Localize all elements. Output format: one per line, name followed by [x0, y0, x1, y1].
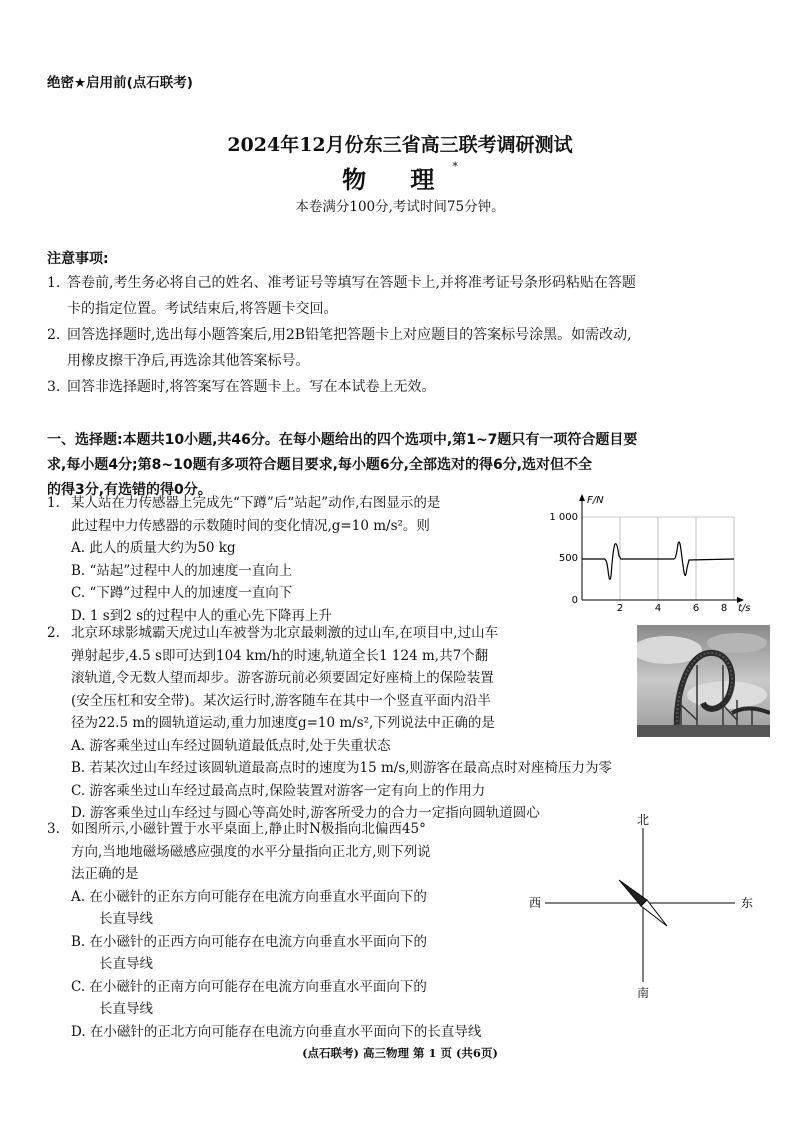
- option-b[interactable]: B. “站起”过程中人的加速度一直向上: [71, 562, 293, 579]
- question-stem-line: 法正确的是: [71, 866, 139, 882]
- question-stem-line: 如图所示,小磁针置于水平桌面上,静止时N极指向北偏西45°: [71, 821, 426, 837]
- option-a[interactable]: A. 游客乘坐过山车经过圆轨道最低点时,处于失重状态: [71, 737, 391, 754]
- page-footer: (点石联考) 高三物理 第 1 页 (共6页): [302, 1046, 498, 1060]
- option-line: B. 在小磁针的正西方向可能存在电流方向垂直水平面向下的: [71, 933, 428, 950]
- option-a[interactable]: A. 此人的质量大约为50 kg: [71, 540, 236, 556]
- option-c[interactable]: C. 游客乘坐过山车经过最高点时,保险装置对游客一定有向上的作用力: [71, 782, 486, 799]
- compass-diagram: [525, 810, 775, 1000]
- option-b[interactable]: [71, 931, 481, 976]
- exam-title: 2024年12月份东三省高三联考调研测试: [227, 134, 573, 156]
- option-line: 长直导线: [99, 956, 153, 972]
- x-tick-2: 2: [616, 603, 624, 614]
- note-number: 1.: [47, 275, 61, 291]
- y-tick-1000: 1 000: [549, 512, 578, 523]
- note-item-3: [47, 374, 767, 400]
- section-line: 一、选择题:本题共10小题,共46分。在每小题给出的四个选项中,第1~7题只有一项符合题目要: [47, 432, 638, 448]
- section-line: 的得3分,有选错的得0分。: [47, 482, 212, 498]
- needle-south-end: [641, 900, 667, 926]
- note-line: 答卷前,考生务必将自己的姓名、准考证号等填写在答题卡上,并将准考证号条形码粘贴在答题: [67, 275, 636, 291]
- y-tick-0: 0: [571, 595, 578, 606]
- question-2: [47, 622, 612, 825]
- question-stem-line: 方向,当地地磁场磁感应强度的水平分量指向正北方,则下列说: [71, 843, 431, 860]
- question-1: [47, 492, 440, 627]
- subject-title: [0, 160, 800, 195]
- note-line: 用橡皮擦干净后,再选涂其他答案标号。: [67, 353, 310, 369]
- section-line: 求,每小题4分;第8~10题有多项符合题目要求,每小题6分,全部选对的得6分,选对但不全: [47, 457, 593, 473]
- option-line: A. 在小磁针的正东方向可能存在电流方向垂直水平面向下的: [71, 888, 427, 905]
- option-b[interactable]: B. 若某次过山车经过该圆轨道最高点时的速度为15 m/s,则游客在最高点时对座椅压力为零: [71, 760, 613, 776]
- note-line: 回答选择题时,选出每小题答案后,用2B铅笔把答题卡上对应题目的答案标号涂黑。如需改动,: [67, 327, 632, 343]
- x-tick-8: 8: [720, 603, 728, 614]
- question-number: 3.: [47, 821, 60, 837]
- x-axis-label: t/s: [738, 603, 751, 614]
- notes-list: [47, 270, 767, 400]
- question-stem-line: 弹射起步,4.5 s即可达到104 km/h的时速,轨道全长1 124 m,共7个翻: [71, 647, 489, 664]
- option-a[interactable]: [71, 886, 481, 931]
- west-label: 西: [528, 896, 542, 910]
- note-line: 回答非选择题时,将答案写在答题卡上。写在本试卷上无效。: [67, 379, 436, 395]
- east-label: 东: [740, 896, 754, 910]
- subject-mark: *: [452, 160, 458, 173]
- option-line: 长直导线: [99, 911, 153, 927]
- note-line: 卡的指定位置。考试结束后,将答题卡交回。: [67, 301, 338, 317]
- option-c[interactable]: C. “下蹲”过程中人的加速度一直向下: [71, 585, 293, 601]
- question-stem-line: 北京环球影城霸天虎过山车被誉为北京最刺激的过山车,在项目中,过山车: [71, 625, 499, 641]
- x-tick-4: 4: [654, 603, 662, 614]
- question-stem-line: 此过程中力传感器的示数随时间的变化情况,g=10 m/s²。则: [71, 517, 430, 534]
- option-d[interactable]: [71, 1021, 481, 1044]
- question-3: [47, 818, 481, 1043]
- option-line: C. 在小磁针的正南方向可能存在电流方向垂直水平面向下的: [71, 978, 427, 995]
- exam-info: 本卷满分100分,考试时间75分钟。: [295, 199, 505, 215]
- question-number: 2.: [47, 625, 60, 641]
- force-time-graph: [540, 490, 755, 615]
- south-label: 南: [636, 986, 650, 1000]
- question-stem-line: 滚轨道,令无数人望而却步。游客游玩前必须要固定好座椅上的保险装置: [71, 670, 494, 686]
- question-stem-line: 径为22.5 m的圆轨道运动,重力加速度g=10 m/s²,下列说法中正确的是: [71, 715, 495, 731]
- note-item-1: [47, 270, 767, 322]
- option-d[interactable]: D. 游客乘坐过山车经过与圆心等高处时,游客所受力的合力一定指向圆轨道圆心: [71, 805, 540, 821]
- question-number: 1.: [47, 495, 60, 511]
- option-line: D. 在小磁针的正北方向可能存在电流方向垂直水平面向下的长直导线: [71, 1023, 482, 1040]
- note-item-2: [47, 322, 767, 374]
- y-axis-label: F/N: [587, 495, 604, 506]
- option-d[interactable]: D. 1 s到2 s的过程中人的重心先下降再上升: [71, 607, 333, 624]
- notes-heading: 注意事项:: [47, 251, 109, 267]
- roller-coaster-photo: [637, 625, 770, 737]
- question-stem-line: 某人站在力传感器上完成先“下蹲”后“站起”动作,右图显示的是: [71, 495, 441, 511]
- option-c[interactable]: [71, 976, 481, 1021]
- north-label: 北: [636, 813, 650, 827]
- note-number: 3.: [47, 379, 61, 395]
- x-tick-6: 6: [692, 603, 700, 614]
- question-stem-line: (安全压杠和安全带)。某次运行时,游客随车在其中一个竖直平面内沿半: [71, 692, 491, 709]
- note-number: 2.: [47, 327, 61, 343]
- subject-name: 物 理: [342, 165, 453, 194]
- y-tick-500: 500: [558, 553, 578, 564]
- option-line: 长直导线: [99, 1001, 153, 1017]
- confidential-mark: 绝密★启用前(点石联考): [47, 75, 193, 91]
